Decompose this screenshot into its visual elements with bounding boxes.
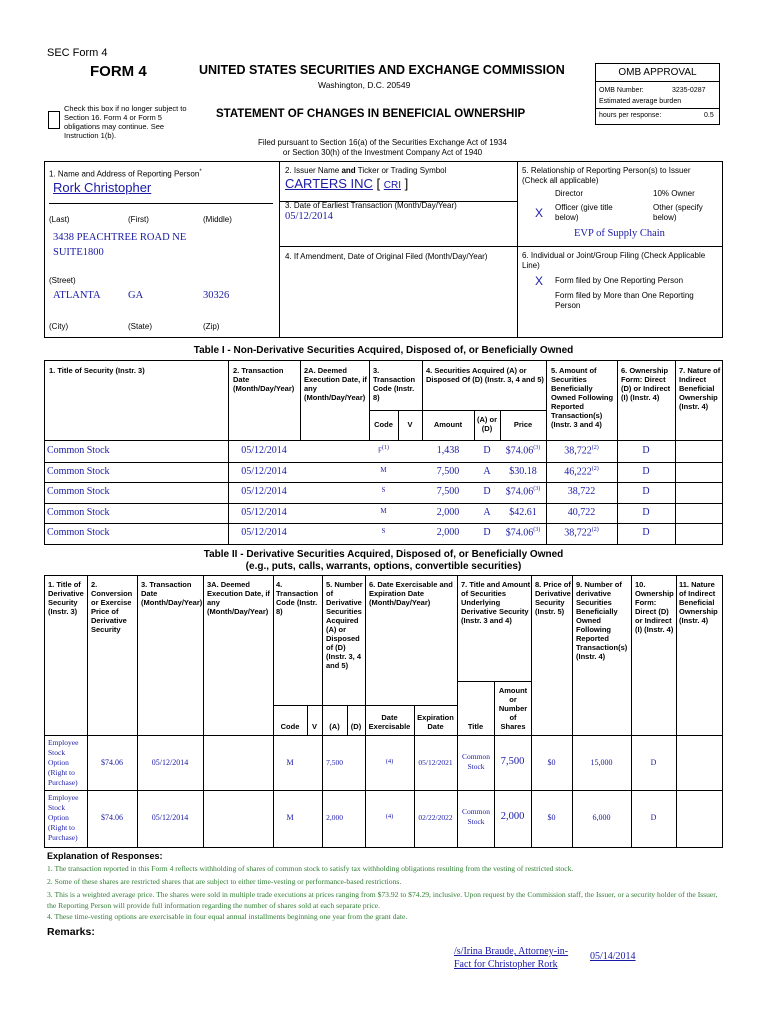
t2-row-form: D [650,813,657,822]
zip-value: 30326 [203,290,230,301]
t2-v: V [311,722,317,731]
t2-h3a: 3A. Deemed Execution Date, if any (Month/Day/Year) [207,580,270,616]
t1-row-title: Common Stock [47,445,110,456]
t2-h8: 8. Price of Derivative Security (Instr. 5) [535,580,571,616]
street-label: (Street) [49,276,76,285]
t2-h2: 2. Conversion or Exercise Price of Derivative Security [91,580,133,634]
t2-h9: 9. Number of derivative Securities Beneficially Owned Following Reported Transaction(s) (Instr. 4) [576,580,628,661]
t2-row-ul-title: Common Stock [462,752,490,771]
middle-label: (Middle) [203,215,232,224]
t1-row-date: 05/12/2014 [241,445,287,456]
t1-row-price: $74.06$^{(3)}$ [505,486,541,498]
t1-row-title: Common Stock [47,466,110,477]
t1-row-form: D [642,507,650,518]
t2-h10: 10. Ownership Form: Direct (D) or Indirect (I) (Instr. 4) [635,580,674,634]
t1-row-amount: 7,500 [436,466,460,477]
remarks-title: Remarks: [47,926,95,938]
t1-row-form: D [642,445,650,456]
first-label: (First) [128,215,149,224]
note-4: 4. These time-vesting options are exercisable in four equal annual installments beginning one year from the grant date. [47,912,408,921]
t2-row-code: M [286,813,294,822]
t2-a: (A) [329,722,340,731]
sec-form-label: SEC Form 4 [47,47,108,59]
t1-h4: 4. Securities Acquired (A) or Disposed Of (D) (Instr. 3, 4 and 5) [426,366,544,384]
note-1: 1. The transaction reported in this Form 4 reflects withholding of shares of common stock to satisfy tax withholding obligations resulting from the vesting of restricted stock. [47,864,574,873]
t1-row-date: 05/12/2014 [241,486,287,497]
note-3: 3. This is a weighted average price. The shares were sold in multiple trade executions at prices ranging from $73.92 to $74.29, inclusive. Upon request by the Commission staff, the Issuer, or a security holder of the Issuer, the Reporting Person will provide full information regarding the number of shares sold at each separate price. [47,890,718,910]
t2-row-exercisable: (4) [385,813,394,820]
omb-number-value: 3235-0287 [672,87,706,94]
t2-row-exercisable: (4) [385,758,394,765]
t1-price: Price [513,420,533,429]
explanation-title: Explanation of Responses: [47,851,163,861]
t1-h1: 1. Title of Security (Instr. 3) [49,366,145,375]
omb-title: OMB APPROVAL [618,67,697,78]
t2-title: Title [467,722,484,731]
last-label: (Last) [49,215,70,224]
t2-d: (D) [350,722,362,731]
t1-h3: 3. Transaction Code (Instr. 8) [373,366,416,402]
officer-check[interactable]: X [535,206,544,220]
city-label: (City) [49,322,69,331]
filed-line-1: Filed pursuant to Section 16(a) of the Securities Exchange Act of 1934 [257,138,508,147]
t2-h3: 3. Transaction Date (Month/Day/Year) [141,580,203,607]
t2-exp: Expiration Date [417,713,454,731]
t2-row-date: 05/12/2014 [151,813,189,822]
t2-row-expiration: 05/12/2021 [418,758,453,767]
reporting-person-label: 1. Name and Address of Reporting Person* [49,169,202,179]
t2-amt: Amount or Number of Shares [498,686,528,731]
t1-row-date: 05/12/2014 [241,527,287,538]
t2-row-price: $74.06 [101,758,123,767]
issuer-ticker[interactable]: CRI [383,180,401,191]
t1-row-title: Common Stock [47,527,110,538]
t2-row-dprice: $0 [547,813,556,822]
t1-row-code: M [380,466,387,474]
t2-row-ul-amount: 7,500 [500,756,525,767]
t1-row-amount: 2,000 [436,507,460,518]
one-person-check[interactable]: X [535,274,544,288]
commission-name: UNITED STATES SECURITIES AND EXCHANGE COMMISSION [199,63,565,77]
ten-pct-owner-label: 10% Owner [653,189,695,198]
t1-v: V [407,420,413,429]
t2-row-ul-amount: 2,000 [500,811,525,822]
t1-row-ad: A [483,466,491,477]
issuer-name-line: CARTERS INC [ CRI ] [285,176,409,191]
t1-row-price: $42.61 [509,507,537,518]
t2-h11: 11. Nature of Indirect Beneficial Ownership (Instr. 4) [679,580,718,625]
reporting-person-name[interactable]: Rork Christopher [53,180,152,195]
t2-row-form: D [650,758,657,767]
t1-h7: 7. Nature of Indirect Beneficial Ownership (Instr. 4) [679,366,721,411]
table1-title: Table I - Non-Derivative Securities Acquired, Disposed of, or Beneficially Owned [193,345,574,356]
t1-row-title: Common Stock [47,507,110,518]
earliest-date-label: 3. Date of Earliest Transaction (Month/Day/Year) [285,201,457,210]
director-label: Director [555,189,584,198]
t2-row-title: Employee Stock Option (Right to Purchase) [48,738,79,787]
form-title: FORM 4 [90,63,147,80]
omb-number-label: OMB Number: [599,87,644,94]
filing-label: 6. Individual or Joint/Group Filing (Check Applicable Line) [522,251,706,270]
t1-row-ad: D [483,486,491,497]
t2-row-a: 7,500 [326,758,343,767]
t1-code: Code [374,420,393,429]
table2-title-1: Table II - Derivative Securities Acquired, Disposed of, or Beneficially Owned [203,549,564,560]
no-longer-subject-checkbox[interactable] [48,111,60,129]
t2-row-owned: 15,000 [590,758,613,767]
t2-row-date: 05/12/2014 [151,758,189,767]
one-person-label: Form filed by One Reporting Person [555,276,684,285]
t1-row-date: 05/12/2014 [241,466,287,477]
t1-row-price: $30.18 [509,466,537,477]
signature: /s/Irina Braude, Attorney-in-Fact for Christopher Rork [454,946,569,970]
t1-row-amount: 2,000 [436,527,460,538]
officer-title: EVP of Supply Chain [574,228,665,239]
t1-amount: Amount [433,420,463,429]
address-line-1: 3438 PEACHTREE ROAD NE [53,232,187,243]
t1-row-ad: D [483,527,491,538]
t2-row-price: $74.06 [101,813,123,822]
t1-row-form: D [642,486,650,497]
t1-row-code: $F^{(1)}$ [378,445,389,455]
t2-code: Code [280,722,300,731]
t1-h2: 2. Transaction Date (Month/Day/Year) [233,366,295,393]
t1-row-code: S [381,527,386,535]
t1-row-price: $74.06$^{(3)}$ [505,445,541,457]
omb-burden-label: Estimated average burden [599,98,682,105]
t2-date-ex: Date Exercisable [368,713,411,731]
omb-hours-value: 0.5 [704,112,714,119]
t2-h1: 1. Title of Derivative Security (Instr. 3) [48,580,84,616]
issuer-label: 2. Issuer Name and Ticker or Trading Symbol [285,166,447,175]
address-line-2: SUITE1800 [53,247,104,258]
t1-row-owned: 38,722$^{(2)}$ [564,445,599,457]
t2-h7: 7. Title and Amount of Securities Underlying Derivative Security (Instr. 3 and 4) [461,580,531,625]
t1-h5: 5. Amount of Securities Beneficially Owned Following Reported Transaction(s) (Instr. 3 and 4) [551,366,614,429]
t1-aord: (A) or (D) [477,415,497,433]
t2-row-title: Employee Stock Option (Right to Purchase) [48,793,79,842]
t1-row-amount: 7,500 [436,486,460,497]
relationship-label: 5. Relationship of Reporting Person(s) to Issuer (Check all applicable) [522,166,691,185]
t1-row-date: 05/12/2014 [241,507,287,518]
t2-row-code: M [286,758,294,767]
t1-row-owned: 40,722 [567,507,596,518]
t1-row-owned: 46,222$^{(2)}$ [564,466,599,478]
t1-row-ad: D [483,445,491,456]
t2-h6: 6. Date Exercisable and Expiration Date (Month/Day/Year) [369,580,453,607]
t1-row-title: Common Stock [47,486,110,497]
amendment-label: 4. If Amendment, Date of Original Filed (Month/Day/Year) [285,252,488,261]
zip-label: (Zip) [203,322,220,331]
t1-row-owned: 38,722$^{(2)}$ [564,527,599,539]
earliest-date: 05/12/2014 [285,211,333,222]
state-label: (State) [128,322,153,331]
note-2: 2. Some of these shares are restricted shares that are subject to either time-vesting or performance-based restrictions. [47,877,402,886]
officer-label: Officer (give title below) [555,203,613,222]
t1-row-code: M [380,507,387,515]
signature-date: 05/14/2014 [590,951,636,962]
more-persons-label: Form filed by More than One Reporting Person [555,291,694,310]
issuer-name[interactable]: CARTERS INC [285,176,373,191]
t2-row-expiration: 02/22/2022 [418,813,453,822]
t1-row-form: D [642,466,650,477]
state-value: GA [128,290,144,301]
t1-row-ad: A [483,507,491,518]
t1-row-owned: 38,722 [567,486,596,497]
omb-hours-label: hours per response: [599,112,662,119]
t2-row-owned: 6,000 [592,813,611,822]
filed-line-2: or Section 30(h) of the Investment Company Act of 1940 [282,148,483,157]
table2-title-2: (e.g., puts, calls, warrants, options, convertible securities) [245,561,522,572]
t1-h2a: 2A. Deemed Execution Date, if any (Month/Day/Year) [304,366,367,402]
t2-h5: 5. Number of Derivative Securities Acquired (A) or Disposed of (D) (Instr. 3, 4 and 5) [326,580,363,670]
t1-row-amount: 1,438 [436,445,460,456]
t1-h6: 6. Ownership Form: Direct (D) or Indirect (I) (Instr. 4) [621,366,671,402]
other-label: Other (specify below) [653,203,703,222]
statement-title: STATEMENT OF CHANGES IN BENEFICIAL OWNERSHIP [216,108,526,120]
city-value: ATLANTA [53,290,101,301]
t1-row-price: $74.06$^{(3)}$ [505,527,541,539]
checkbox-text: Check this box if no longer subject to Section 16. Form 4 or Form 5 obligations may continue. See Instruction 1(b). [64,104,187,140]
t2-row-dprice: $0 [547,758,556,767]
t2-h4: 4. Transaction Code (Instr. 8) [276,580,319,616]
t1-row-form: D [642,527,650,538]
t2-row-a: 2,000 [326,813,343,822]
t2-row-ul-title: Common Stock [462,807,490,826]
t1-row-code: S [381,486,386,494]
commission-city: Washington, D.C. 20549 [318,80,411,90]
